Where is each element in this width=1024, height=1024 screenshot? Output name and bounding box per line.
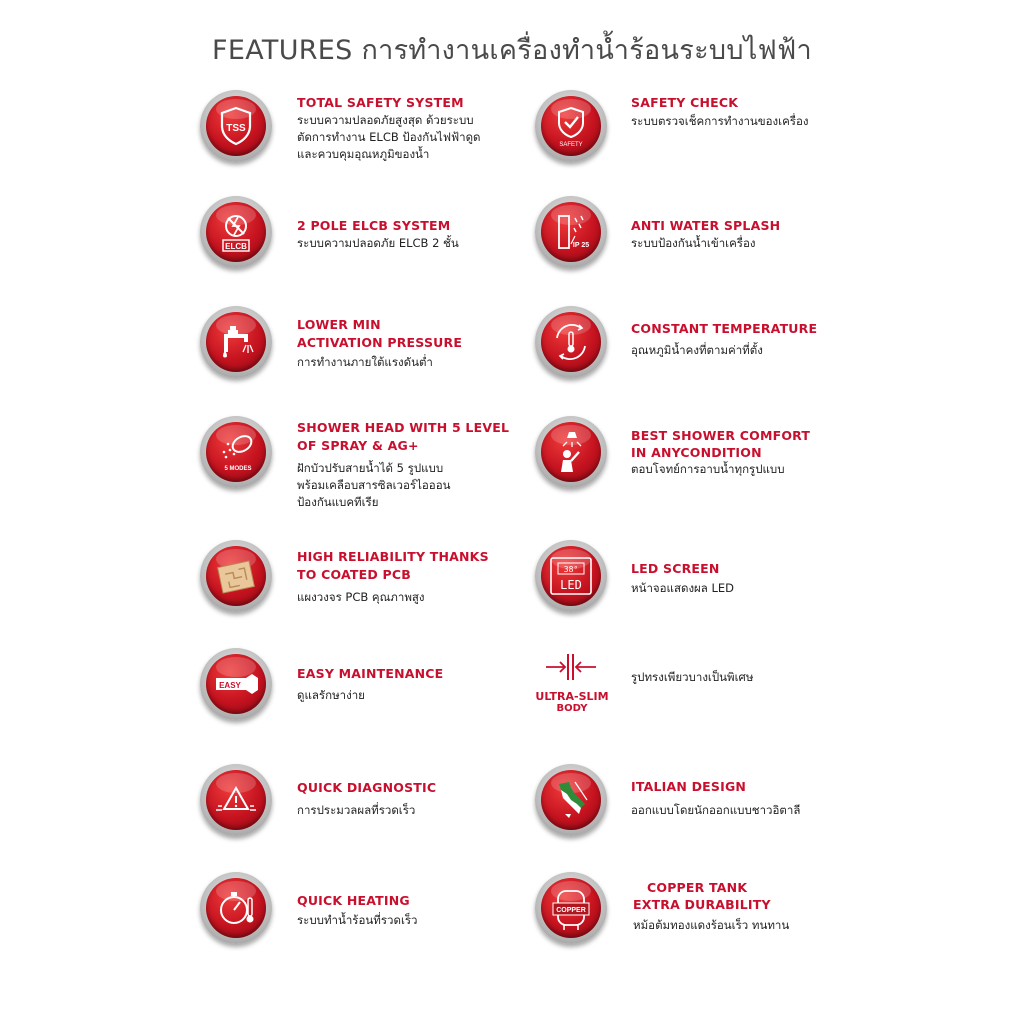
feature-desc-line: ระบบความปลอดภัย ELCB 2 ชั้น [297,236,459,250]
led-screen-icon [535,540,607,612]
feature-desc-line: การประมวลผลที่รวดเร็ว [297,803,416,817]
feature-title-line2: EXTRA DURABILITY [633,897,771,912]
ultra-slim-icon [532,652,612,715]
feature-title-line2: TO COATED PCB [297,567,411,582]
feature-desc-line: แผงวงจร PCB คุณภาพสูง [297,590,425,604]
feature-desc-line: อุณหภูมิน้ำคงที่ตามค่าที่ตั้ง [631,343,763,357]
feature-desc-line: รูปทรงเพียวบางเป็นพิเศษ [631,670,754,684]
feature-title: QUICK DIAGNOSTIC [297,780,437,795]
feature-desc-line: ระบบป้องกันน้ำเข้าเครื่อง [631,236,756,250]
feature-desc-line: ตัดการทำงาน ELCB ป้องกันไฟฟ้าดูด [297,130,481,144]
feature-title-line2: IN ANYCONDITION [631,445,762,460]
copper-tank-icon [535,872,607,944]
feature-desc-line: ป้องกันแบคทีเรีย [297,495,379,509]
warning-triangle-icon [200,764,272,836]
feature-desc-line: ระบบตรวจเช็คการทำงานของเครื่อง [631,114,809,128]
feature-title-line2: ACTIVATION PRESSURE [297,335,463,350]
feature-title: QUICK HEATING [297,893,410,908]
feature-title: ITALIAN DESIGN [631,779,747,794]
feature-title: LED SCREEN [631,561,720,576]
tss-icon-text: TSS [226,123,246,134]
safety-shield-check-icon [535,90,607,162]
ultra-slim-label: ULTRA-SLIM [535,690,609,703]
safety-icon-text: SAFETY [559,142,583,148]
feature-title: CONSTANT TEMPERATURE [631,321,818,336]
ultra-slim-body-label: BODY [556,703,588,714]
feature-desc-line: พร้อมเคลือบสารซิลเวอร์ไอออน [297,478,451,492]
copper-icon-text: COPPER [556,907,586,914]
ip-icon-text: IP 25 [572,242,590,249]
feature-desc-line: ออกแบบโดยนักออกแบบชาวอิตาลี [631,803,801,817]
feature-title: HIGH RELIABILITY THANKS [297,549,489,564]
feature-title: LOWER MIN [297,317,381,332]
feature-title: COPPER TANK [647,880,748,895]
feature-title: EASY MAINTENANCE [297,666,444,681]
italy-map-icon [535,764,607,836]
shower-head-icon [200,416,272,488]
feature-title-line2: OF SPRAY & AG+ [297,438,419,453]
feature-title: TOTAL SAFETY SYSTEM [297,95,464,110]
led-label-text: LED [560,578,582,592]
feature-desc-line: หน้าจอแสดงผล LED [631,581,735,595]
page-title: FEATURES การทำงานเครื่องทำน้ำร้อนระบบไฟฟ้า [212,35,812,66]
feature-desc-line: ระบบความปลอดภัยสูงสุด ด้วยระบบ [297,113,474,127]
water-splash-icon [535,196,607,268]
thermometer-cycle-icon [535,306,607,378]
shower-icon-text: 5 MODES [224,466,252,472]
feature-desc-line: การทำงานภายใต้แรงดันต่ำ [297,355,433,369]
feature-title: ANTI WATER SPLASH [631,218,781,233]
feature-desc-line: ดูแลรักษาง่าย [297,688,365,702]
feature-title: SAFETY CHECK [631,95,739,110]
pcb-board-icon [200,540,272,612]
tss-shield-icon [200,90,272,162]
feature-desc-line: ฝักบัวปรับสายน้ำได้ 5 รูปแบบ [297,461,444,475]
elcb-icon [200,196,272,268]
feature-desc-line: ตอบโจทย์การอาบน้ำทุกรูปแบบ [631,462,785,476]
stopwatch-thermometer-icon [200,872,272,944]
person-shower-icon [535,416,607,488]
elcb-icon-text: ELCB [225,242,247,251]
led-temp-text: 38° [563,565,579,574]
feature-title: SHOWER HEAD WITH 5 LEVEL [297,420,510,435]
easy-icon-text: EASY [219,681,241,690]
faucet-icon [200,306,272,378]
feature-desc-line: หม้อต้มทองแดงร้อนเร็ว ทนทาน [633,918,790,932]
feature-title: 2 POLE ELCB SYSTEM [297,218,451,233]
feature-title: BEST SHOWER COMFORT [631,428,811,443]
wrench-icon [200,648,272,720]
feature-desc-line: ระบบทำน้ำร้อนที่รวดเร็ว [297,913,418,927]
feature-desc-line: และควบคุมอุณหภูมิของน้ำ [297,147,430,161]
